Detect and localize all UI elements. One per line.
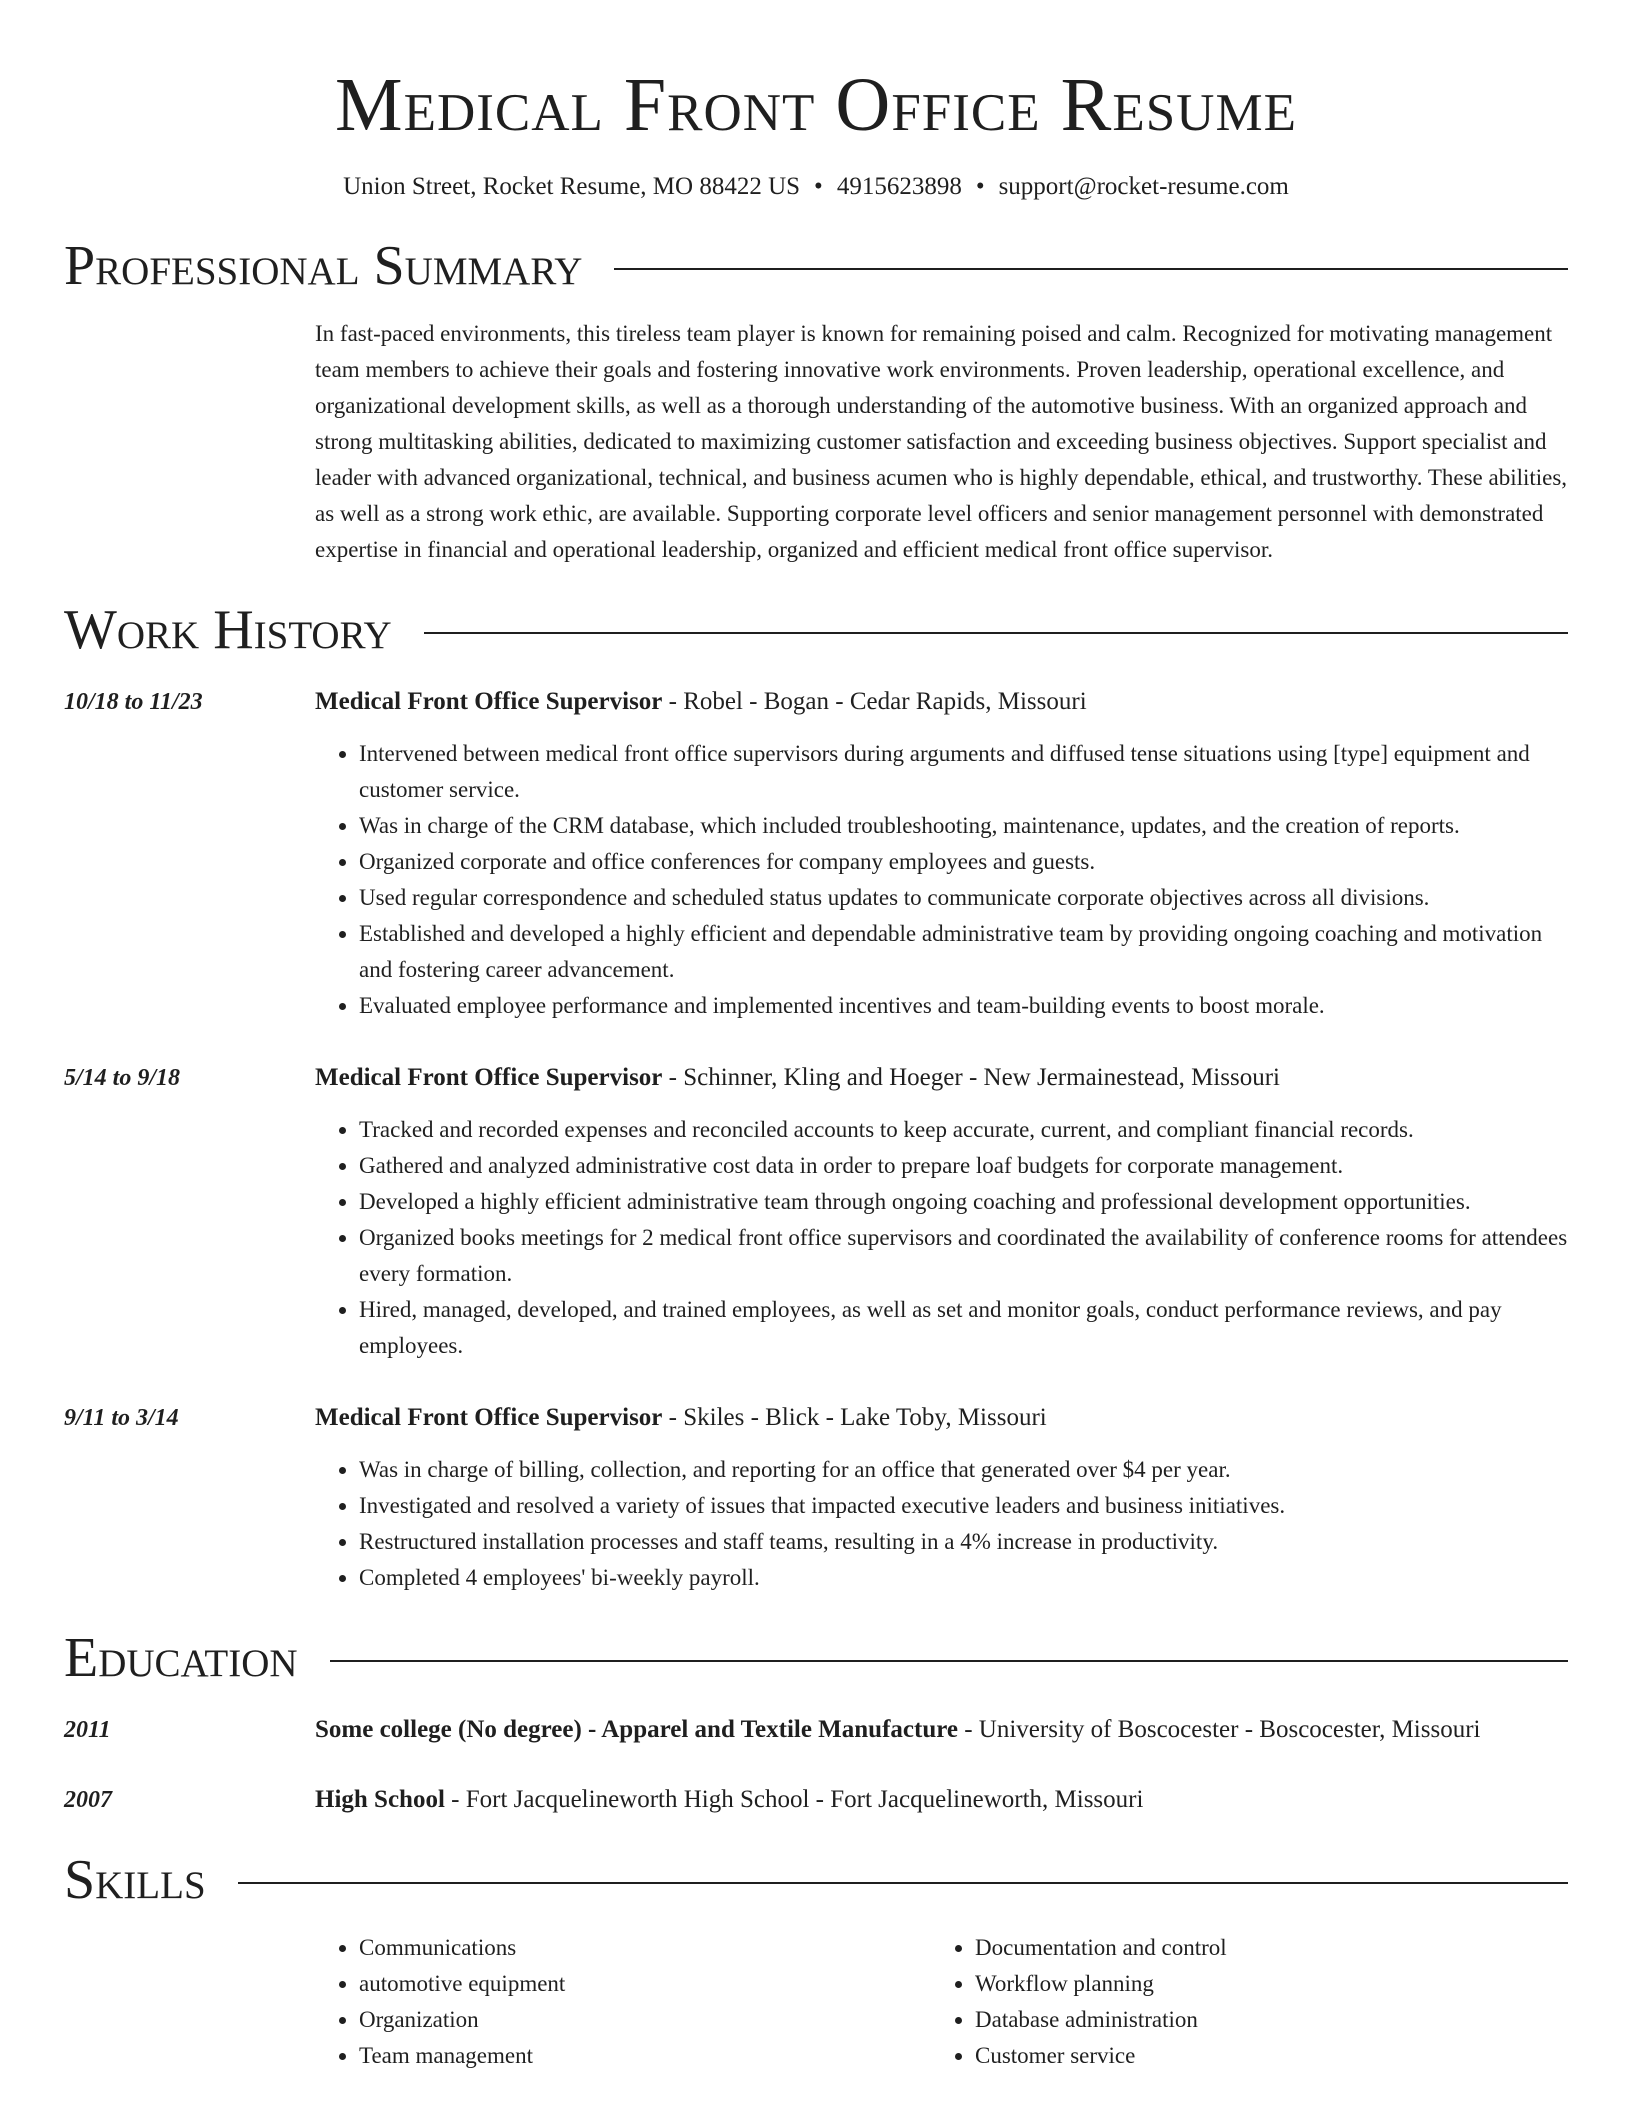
summary-section-header <box>64 234 1568 298</box>
education-degree: Some college (No degree) - Apparel and Textile Manufacture <box>315 1716 958 1743</box>
job-dates: 5/14 to 9/18 <box>64 1065 181 1091</box>
job-entry <box>64 1400 1568 1596</box>
contact-separator: • <box>975 173 985 200</box>
job-bullet: • Organized corporate and office conferences for company employees and guests. <box>359 844 1568 880</box>
job-bullet: • Investigated and resolved a variety of issues that impacted executive leaders and business initiatives. <box>359 1488 1568 1524</box>
job-bullet: • Was in charge of billing, collection, and reporting for an office that generated over $4 per year. <box>359 1452 1568 1488</box>
skill-item: • Customer service <box>975 2038 1547 2074</box>
job-details: - Robel - Bogan - Cedar Rapids, Missouri <box>662 688 1087 715</box>
job-details: - Schinner, Kling and Hoeger - New Jermainestead, Missouri <box>662 1064 1280 1091</box>
education-degree: High School <box>315 1786 445 1813</box>
job-bullet: • Completed 4 employees' bi-weekly payroll. <box>359 1560 1568 1596</box>
job-bullet: • Hired, managed, developed, and trained employees, as well as set and monitor goals, conduct performance reviews, and pay employees. <box>359 1292 1568 1364</box>
contact-email: support@rocket-resume.com <box>998 173 1289 200</box>
education-heading-line <box>315 1712 1568 1748</box>
education-entry <box>64 1712 1568 1748</box>
job-dates: 9/11 to 3/14 <box>64 1405 179 1431</box>
skill-item: • automotive equipment <box>359 1966 931 2002</box>
skill-item: • Team management <box>359 2038 931 2074</box>
skill-item: • Communications <box>359 1930 931 1966</box>
education-heading: Education <box>64 1627 298 1689</box>
contact-phone: 4915623898 <box>836 173 962 200</box>
skills-column-left <box>315 1930 931 2074</box>
skill-item: • Database administration <box>975 2002 1547 2038</box>
section-divider <box>614 268 1568 270</box>
education-details: - Fort Jacquelineworth High School - Fort Jacquelineworth, Missouri <box>444 1786 1144 1813</box>
contact-line <box>64 170 1568 204</box>
job-dates: 10/18 to 11/23 <box>64 689 203 715</box>
skill-item: • Documentation and control <box>975 1930 1547 1966</box>
job-title: Medical Front Office Supervisor <box>315 1404 663 1431</box>
job-body <box>315 684 1568 1024</box>
skill-item: • Organization <box>359 2002 931 2038</box>
education-entry <box>64 1782 1568 1818</box>
job-heading <box>315 684 1568 720</box>
job-bullets <box>315 1452 1568 1596</box>
section-divider <box>424 632 1568 634</box>
job-bullet: • Established and developed a highly efficient and dependable administrative team by providing ongoing coaching and motivation and fostering career advancement. <box>359 916 1568 988</box>
job-entry <box>64 1060 1568 1364</box>
education-body <box>315 1782 1568 1818</box>
job-bullet: • Evaluated employee performance and implemented incentives and team-building events to boost morale. <box>359 988 1568 1024</box>
job-bullet: • Tracked and recorded expenses and reconciled accounts to keep accurate, current, and compliant financial records. <box>359 1112 1568 1148</box>
skills-column-right <box>931 1930 1547 2074</box>
work-section-header <box>64 598 1568 662</box>
education-year: 2007 <box>64 1787 112 1813</box>
contact-address: Union Street, Rocket Resume, MO 88422 US <box>343 173 801 200</box>
skills-heading: Skills <box>64 1849 206 1911</box>
section-divider <box>238 1882 1568 1884</box>
contact-separator: • <box>814 173 823 200</box>
job-body <box>315 1060 1568 1364</box>
resume-page <box>64 0 1568 2074</box>
education-details: - University of Boscocester - Boscocester, Missouri <box>957 1716 1481 1743</box>
job-bullet: • Gathered and analyzed administrative cost data in order to prepare loaf budgets for corporate management. <box>359 1148 1568 1184</box>
job-bullet: • Intervened between medical front office supervisors during arguments and diffused tense situations using [type] equipment and customer service. <box>359 736 1568 808</box>
education-section-header <box>64 1626 1568 1690</box>
job-entry <box>64 684 1568 1024</box>
job-heading <box>315 1060 1568 1096</box>
job-bullet: • Used regular correspondence and scheduled status updates to communicate corporate objectives across all divisions. <box>359 880 1568 916</box>
job-heading <box>315 1400 1568 1436</box>
section-divider <box>330 1660 1568 1662</box>
job-bullets <box>315 1112 1568 1364</box>
job-body <box>315 1400 1568 1596</box>
job-details: - Skiles - Blick - Lake Toby, Missouri <box>662 1404 1047 1431</box>
education-heading-line <box>315 1782 1568 1818</box>
job-bullet: • Was in charge of the CRM database, which included troubleshooting, maintenance, updates, and the creation of reports. <box>359 808 1568 844</box>
skills-section-header <box>64 1848 1568 1912</box>
job-title: Medical Front Office Supervisor <box>315 688 663 715</box>
skill-item: • Workflow planning <box>975 1966 1547 2002</box>
job-bullet: • Developed a highly efficient administrative team through ongoing coaching and professional development opportunities. <box>359 1184 1568 1220</box>
education-year: 2011 <box>64 1717 111 1743</box>
job-bullet: • Organized books meetings for 2 medical front office supervisors and coordinated the availability of conference rooms for attendees every formation. <box>359 1220 1568 1292</box>
skills-list <box>315 1930 1568 2074</box>
work-heading: Work History <box>64 599 392 661</box>
education-body <box>315 1712 1568 1748</box>
resume-title: Medical Front Office Resume <box>335 63 1297 147</box>
summary-text: In fast-paced environments, this tireless team player is known for remaining poised and calm. Recognized for motivating management team members to achieve their goals and fostering innovative work environments. Proven leadership, operational excellence, and organizational development skills, as well as a thorough understanding of the automotive business. With an organized approach and strong multitasking abilities, dedicated to maximizing customer satisfaction and exceeding business objectives. Support specialist and leader with advanced organizational, technical, and business acumen who is highly dependable, ethical, and trustworthy. These abilities, as well as a strong work ethic, are available. Supporting corporate level officers and senior management personnel with demonstrated expertise in financial and operational leadership, organized and efficient medical front office supervisor. <box>315 321 1568 562</box>
job-title: Medical Front Office Supervisor <box>315 1064 663 1091</box>
job-bullets <box>315 736 1568 1024</box>
job-bullet: • Restructured installation processes and staff teams, resulting in a 4% increase in productivity. <box>359 1524 1568 1560</box>
summary-heading: Professional Summary <box>64 235 583 297</box>
